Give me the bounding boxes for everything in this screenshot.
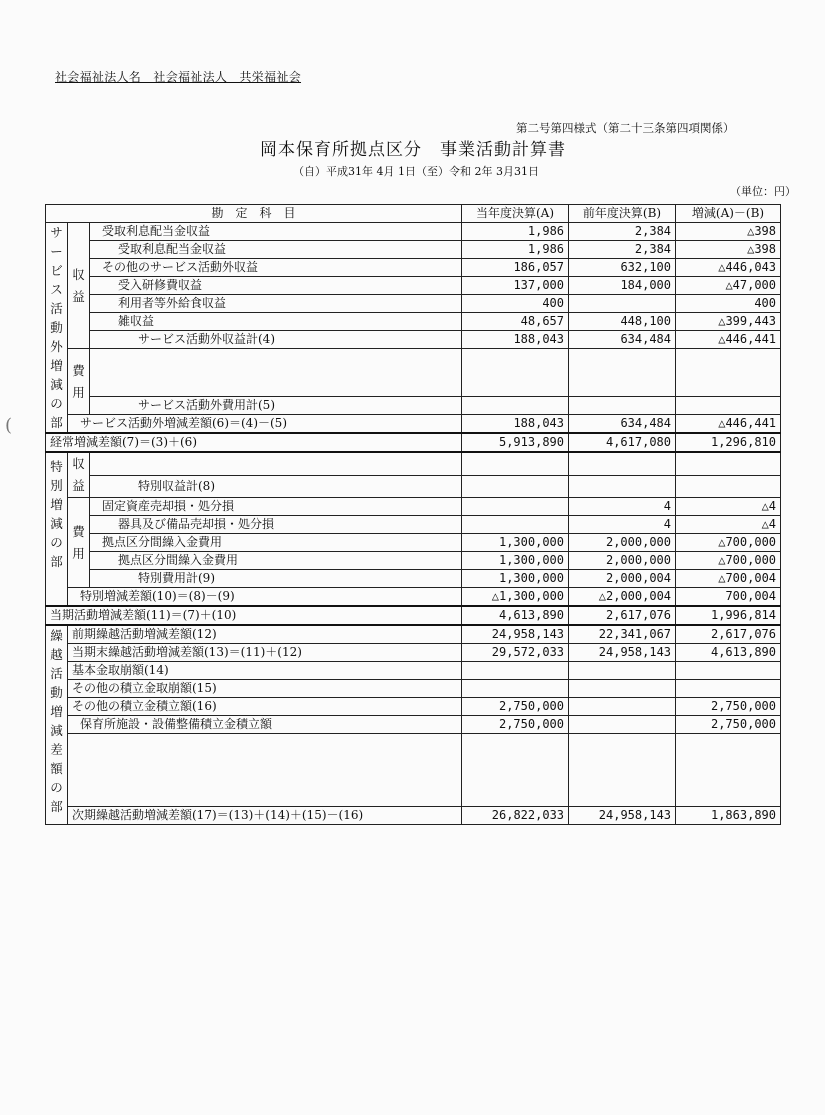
row-label: 保育所施設・設備整備積立金積立額 <box>68 716 462 734</box>
row-label: 受入研修費収益 <box>90 277 462 295</box>
cell-previous: 634,484 <box>569 331 676 349</box>
table-row <box>46 625 781 644</box>
table-row <box>46 498 781 516</box>
cell-current: 4,613,890 <box>462 606 569 625</box>
cell-current: 1,300,000 <box>462 570 569 588</box>
cell-diff: △399,443 <box>676 313 781 331</box>
cell-previous: 184,000 <box>569 277 676 295</box>
cell-current: 29,572,033 <box>462 644 569 662</box>
cell-previous <box>569 295 676 313</box>
table-row <box>46 534 781 552</box>
cell-previous <box>569 452 676 475</box>
cell-diff <box>676 680 781 698</box>
cell-diff: △700,000 <box>676 534 781 552</box>
cell-previous: 4 <box>569 498 676 516</box>
row-label: 前期繰越活動増減差額(12) <box>68 625 462 644</box>
cell-current <box>462 680 569 698</box>
fiscal-period: （自）平成31年 4月 1日（至）令和 2年 3月31日 <box>293 165 539 178</box>
cell-current: 137,000 <box>462 277 569 295</box>
cell-previous: 2,617,076 <box>569 606 676 625</box>
table-row <box>46 277 781 295</box>
table-row <box>46 397 781 415</box>
cell-current: 1,986 <box>462 241 569 259</box>
table-row <box>46 606 781 625</box>
row-label: 特別費用計(9) <box>90 570 462 588</box>
row-label: その他の積立金取崩額(15) <box>68 680 462 698</box>
cell-current: 188,043 <box>462 331 569 349</box>
cell-diff: △398 <box>676 223 781 241</box>
cell-diff: △4 <box>676 516 781 534</box>
row-label: その他の積立金積立額(16) <box>68 698 462 716</box>
col-current: 当年度決算(A) <box>462 205 569 223</box>
row-label <box>90 452 462 475</box>
table-row <box>46 807 781 825</box>
row-label: 当期末繰越活動増減差額(13)＝(11)＋(12) <box>68 644 462 662</box>
cell-current: 400 <box>462 295 569 313</box>
cell-previous <box>569 349 676 397</box>
table-row <box>46 331 781 349</box>
table-row <box>46 475 781 497</box>
cell-current: 5,913,890 <box>462 433 569 452</box>
table-row <box>46 259 781 277</box>
row-label: 受取利息配当金収益 <box>90 223 462 241</box>
row-label: サービス活動外増減差額(6)＝(4)－(5) <box>68 415 462 434</box>
row-label: サービス活動外費用計(5) <box>90 397 462 415</box>
cell-diff: 2,617,076 <box>676 625 781 644</box>
document-title: 岡本保育所拠点区分 事業活動計算書 <box>260 140 566 160</box>
row-label: 拠点区分間繰入金費用 <box>90 552 462 570</box>
row-label <box>90 349 462 397</box>
expense-label: 費用 <box>68 349 90 415</box>
cell-previous <box>569 397 676 415</box>
table-row <box>46 313 781 331</box>
cell-diff <box>676 397 781 415</box>
cell-diff: 700,004 <box>676 588 781 607</box>
cell-diff <box>676 734 781 807</box>
cell-current: 188,043 <box>462 415 569 434</box>
row-label: 拠点区分間繰入金費用 <box>90 534 462 552</box>
table-row <box>46 716 781 734</box>
cell-previous <box>569 680 676 698</box>
form-number: 第二号第四様式（第二十三条第四項関係） <box>516 121 735 135</box>
row-label: 受取利息配当金収益 <box>90 241 462 259</box>
cell-current <box>462 662 569 680</box>
cell-diff: 1,296,810 <box>676 433 781 452</box>
table-row <box>46 698 781 716</box>
row-label: 利用者等外給食収益 <box>90 295 462 313</box>
cell-diff: △47,000 <box>676 277 781 295</box>
cell-current: 24,958,143 <box>462 625 569 644</box>
cell-previous: 24,958,143 <box>569 807 676 825</box>
cell-current <box>462 475 569 497</box>
table-row <box>46 295 781 313</box>
row-label: 特別増減差額(10)＝(8)－(9) <box>68 588 462 607</box>
cell-previous: 24,958,143 <box>569 644 676 662</box>
table-row <box>46 516 781 534</box>
cell-previous <box>569 475 676 497</box>
table-row <box>46 680 781 698</box>
cell-previous <box>569 662 676 680</box>
table-row <box>46 223 781 241</box>
table-row <box>46 349 781 397</box>
table-row <box>46 570 781 588</box>
cell-current: 26,822,033 <box>462 807 569 825</box>
unit-label: （単位：円） <box>730 185 796 198</box>
cell-previous <box>569 698 676 716</box>
cell-current: 1,300,000 <box>462 534 569 552</box>
section-service-label: サービス活動外増減の部 <box>46 223 68 434</box>
table-row <box>46 588 781 607</box>
cell-current <box>462 397 569 415</box>
cell-current <box>462 452 569 475</box>
cell-previous: 4,617,080 <box>569 433 676 452</box>
col-diff: 増減(A)－(B) <box>676 205 781 223</box>
row-label: 雑収益 <box>90 313 462 331</box>
row-label: 経常増減差額(7)＝(3)＋(6) <box>46 433 462 452</box>
special-expense-label: 費用 <box>68 498 90 588</box>
cell-diff: △446,043 <box>676 259 781 277</box>
row-label <box>68 734 462 807</box>
cell-diff: △446,441 <box>676 331 781 349</box>
row-label: 特別収益計(8) <box>90 475 462 497</box>
row-label: 基本金取崩額(14) <box>68 662 462 680</box>
table-row <box>46 452 781 475</box>
cell-diff: △398 <box>676 241 781 259</box>
cell-diff: △700,000 <box>676 552 781 570</box>
table-row <box>46 552 781 570</box>
cell-diff <box>676 662 781 680</box>
cell-diff <box>676 452 781 475</box>
cell-diff: 1,863,890 <box>676 807 781 825</box>
corporation-name: 社会福祉法人名 社会福祉法人 共栄福祉会 <box>55 70 302 84</box>
cell-current <box>462 498 569 516</box>
cell-previous: 632,100 <box>569 259 676 277</box>
row-label: その他のサービス活動外収益 <box>90 259 462 277</box>
cell-previous <box>569 716 676 734</box>
cell-diff: 2,750,000 <box>676 698 781 716</box>
col-previous: 前年度決算(B) <box>569 205 676 223</box>
cell-previous: 634,484 <box>569 415 676 434</box>
table-row <box>46 644 781 662</box>
binding-mark: ( <box>5 415 13 436</box>
table-row <box>46 734 781 807</box>
table-row <box>46 433 781 452</box>
section-special-label: 特別増減の部 <box>46 452 68 606</box>
cell-previous: 2,384 <box>569 223 676 241</box>
cell-previous: 22,341,067 <box>569 625 676 644</box>
cell-previous: 2,000,000 <box>569 534 676 552</box>
cell-diff <box>676 349 781 397</box>
row-label: サービス活動外収益計(4) <box>90 331 462 349</box>
cell-previous: 2,384 <box>569 241 676 259</box>
statement-table <box>45 204 781 825</box>
cell-diff: 2,750,000 <box>676 716 781 734</box>
col-subject: 勘 定 科 目 <box>46 205 462 223</box>
cell-current: 1,300,000 <box>462 552 569 570</box>
cell-current <box>462 349 569 397</box>
cell-diff: 4,613,890 <box>676 644 781 662</box>
table-row <box>46 662 781 680</box>
row-label: 固定資産売却損・処分損 <box>90 498 462 516</box>
special-income-label: 収益 <box>68 452 90 498</box>
cell-diff: △700,004 <box>676 570 781 588</box>
income-label: 収益 <box>68 223 90 349</box>
cell-previous: △2,000,004 <box>569 588 676 607</box>
cell-current: 48,657 <box>462 313 569 331</box>
cell-diff: 1,996,814 <box>676 606 781 625</box>
cell-current: 2,750,000 <box>462 698 569 716</box>
cell-current: △1,300,000 <box>462 588 569 607</box>
cell-previous <box>569 734 676 807</box>
cell-previous: 2,000,000 <box>569 552 676 570</box>
section-carry-label: 繰越活動増減差額の部 <box>46 625 68 825</box>
cell-diff <box>676 475 781 497</box>
row-label: 器具及び備品売却損・処分損 <box>90 516 462 534</box>
cell-current: 186,057 <box>462 259 569 277</box>
row-label: 次期繰越活動増減差額(17)＝(13)＋(14)＋(15)－(16) <box>68 807 462 825</box>
cell-current <box>462 516 569 534</box>
table-row <box>46 415 781 434</box>
header-row <box>46 205 781 223</box>
cell-current: 2,750,000 <box>462 716 569 734</box>
cell-diff: △446,441 <box>676 415 781 434</box>
row-label: 当期活動増減差額(11)＝(7)＋(10) <box>46 606 462 625</box>
cell-previous: 2,000,004 <box>569 570 676 588</box>
cell-current <box>462 734 569 807</box>
table-row <box>46 241 781 259</box>
cell-current: 1,986 <box>462 223 569 241</box>
cell-previous: 448,100 <box>569 313 676 331</box>
cell-diff: △4 <box>676 498 781 516</box>
cell-diff: 400 <box>676 295 781 313</box>
cell-previous: 4 <box>569 516 676 534</box>
